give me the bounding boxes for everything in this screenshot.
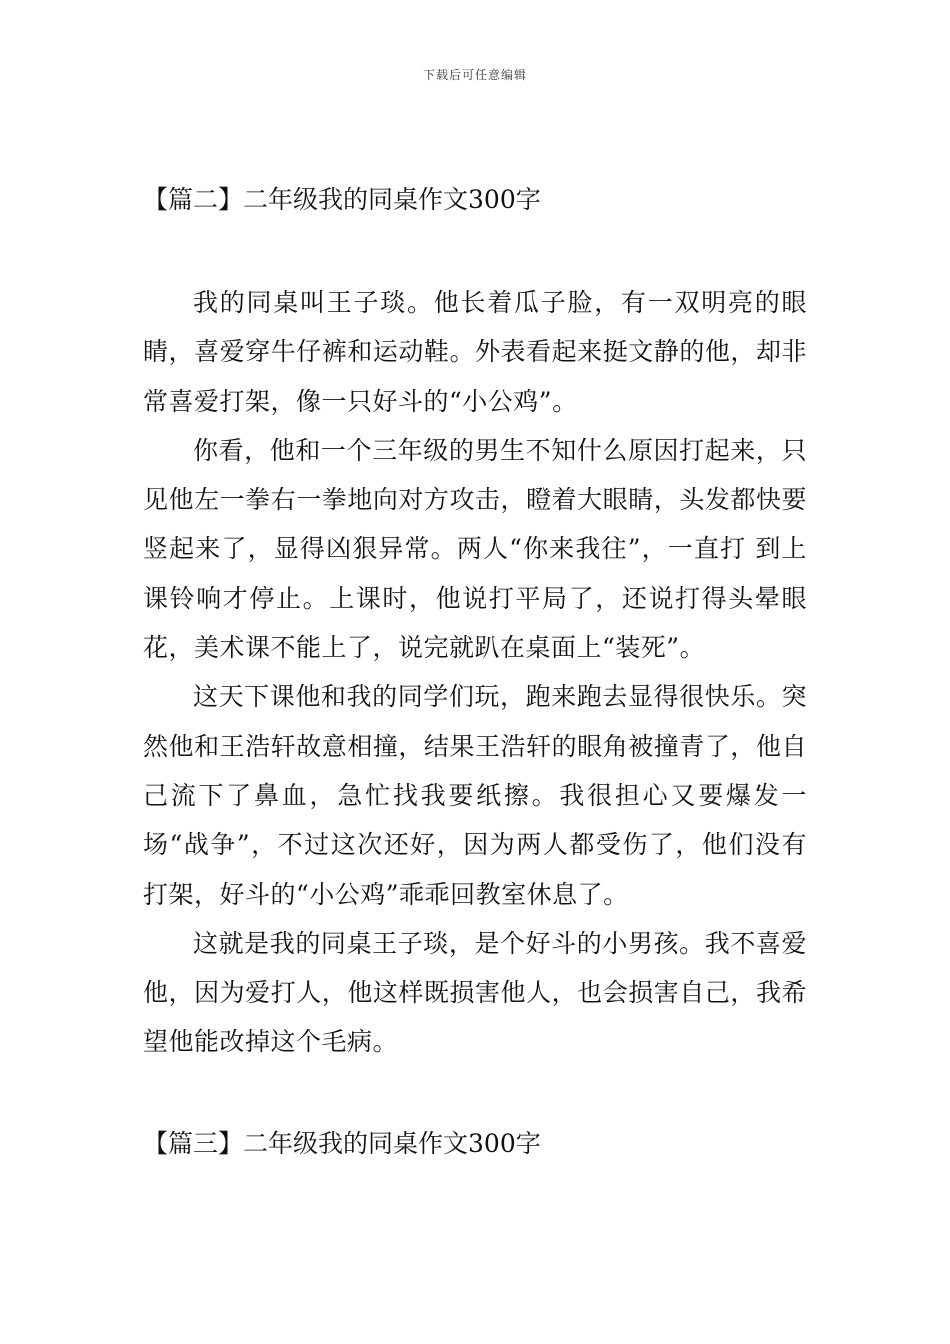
section-heading-2: 【篇二】二年级我的同桌作文300字 bbox=[143, 185, 541, 214]
essay-paragraph-3: 这天下课他和我的同学们玩，跑来跑去显得很快乐。突然他和王浩轩故意相撞，结果王浩轩的眼角被撞青了，他自己流下了鼻血，急忙找我要纸擦。我很担心又要爆发一场“战争”，不过这次还好，因为两人都受伤了，他们没有打架，好斗的“小公鸡”乖乖回教室休息了。 bbox=[143, 682, 807, 909]
essay-paragraph-4: 这就是我的同桌王子琰，是个好斗的小男孩。我不喜爱他，因为爱打人，他这样既损害他人，也会损害自己，我希望他能改掉这个毛病。 bbox=[143, 928, 807, 1057]
section-heading-3: 【篇三】二年级我的同桌作文300字 bbox=[143, 1129, 541, 1158]
essay-body bbox=[143, 278, 807, 1067]
page-header-note: 下载后可任意编辑 bbox=[422, 68, 527, 82]
essay-paragraph-2: 你看，他和一个三年级的男生不知什么原因打起来，只见他左一拳右一拳地向对方攻击，瞪着大眼睛，头发都快要竖起来了，显得凶狠异常。两人“你来我往”，一直打 到上课铃响才停止。上课时，他说打平局了，还说打得头晕眼花，美术课不能上了，说完就趴在桌面上“装死”。 bbox=[143, 435, 807, 663]
essay-paragraph-1: 我的同桌叫王子琰。他长着瓜子脸，有一双明亮的眼睛，喜爱穿牛仔裤和运动鞋。外表看起来挺文静的他，却非常喜爱打架，像一只好斗的“小公鸡”。 bbox=[143, 288, 807, 416]
